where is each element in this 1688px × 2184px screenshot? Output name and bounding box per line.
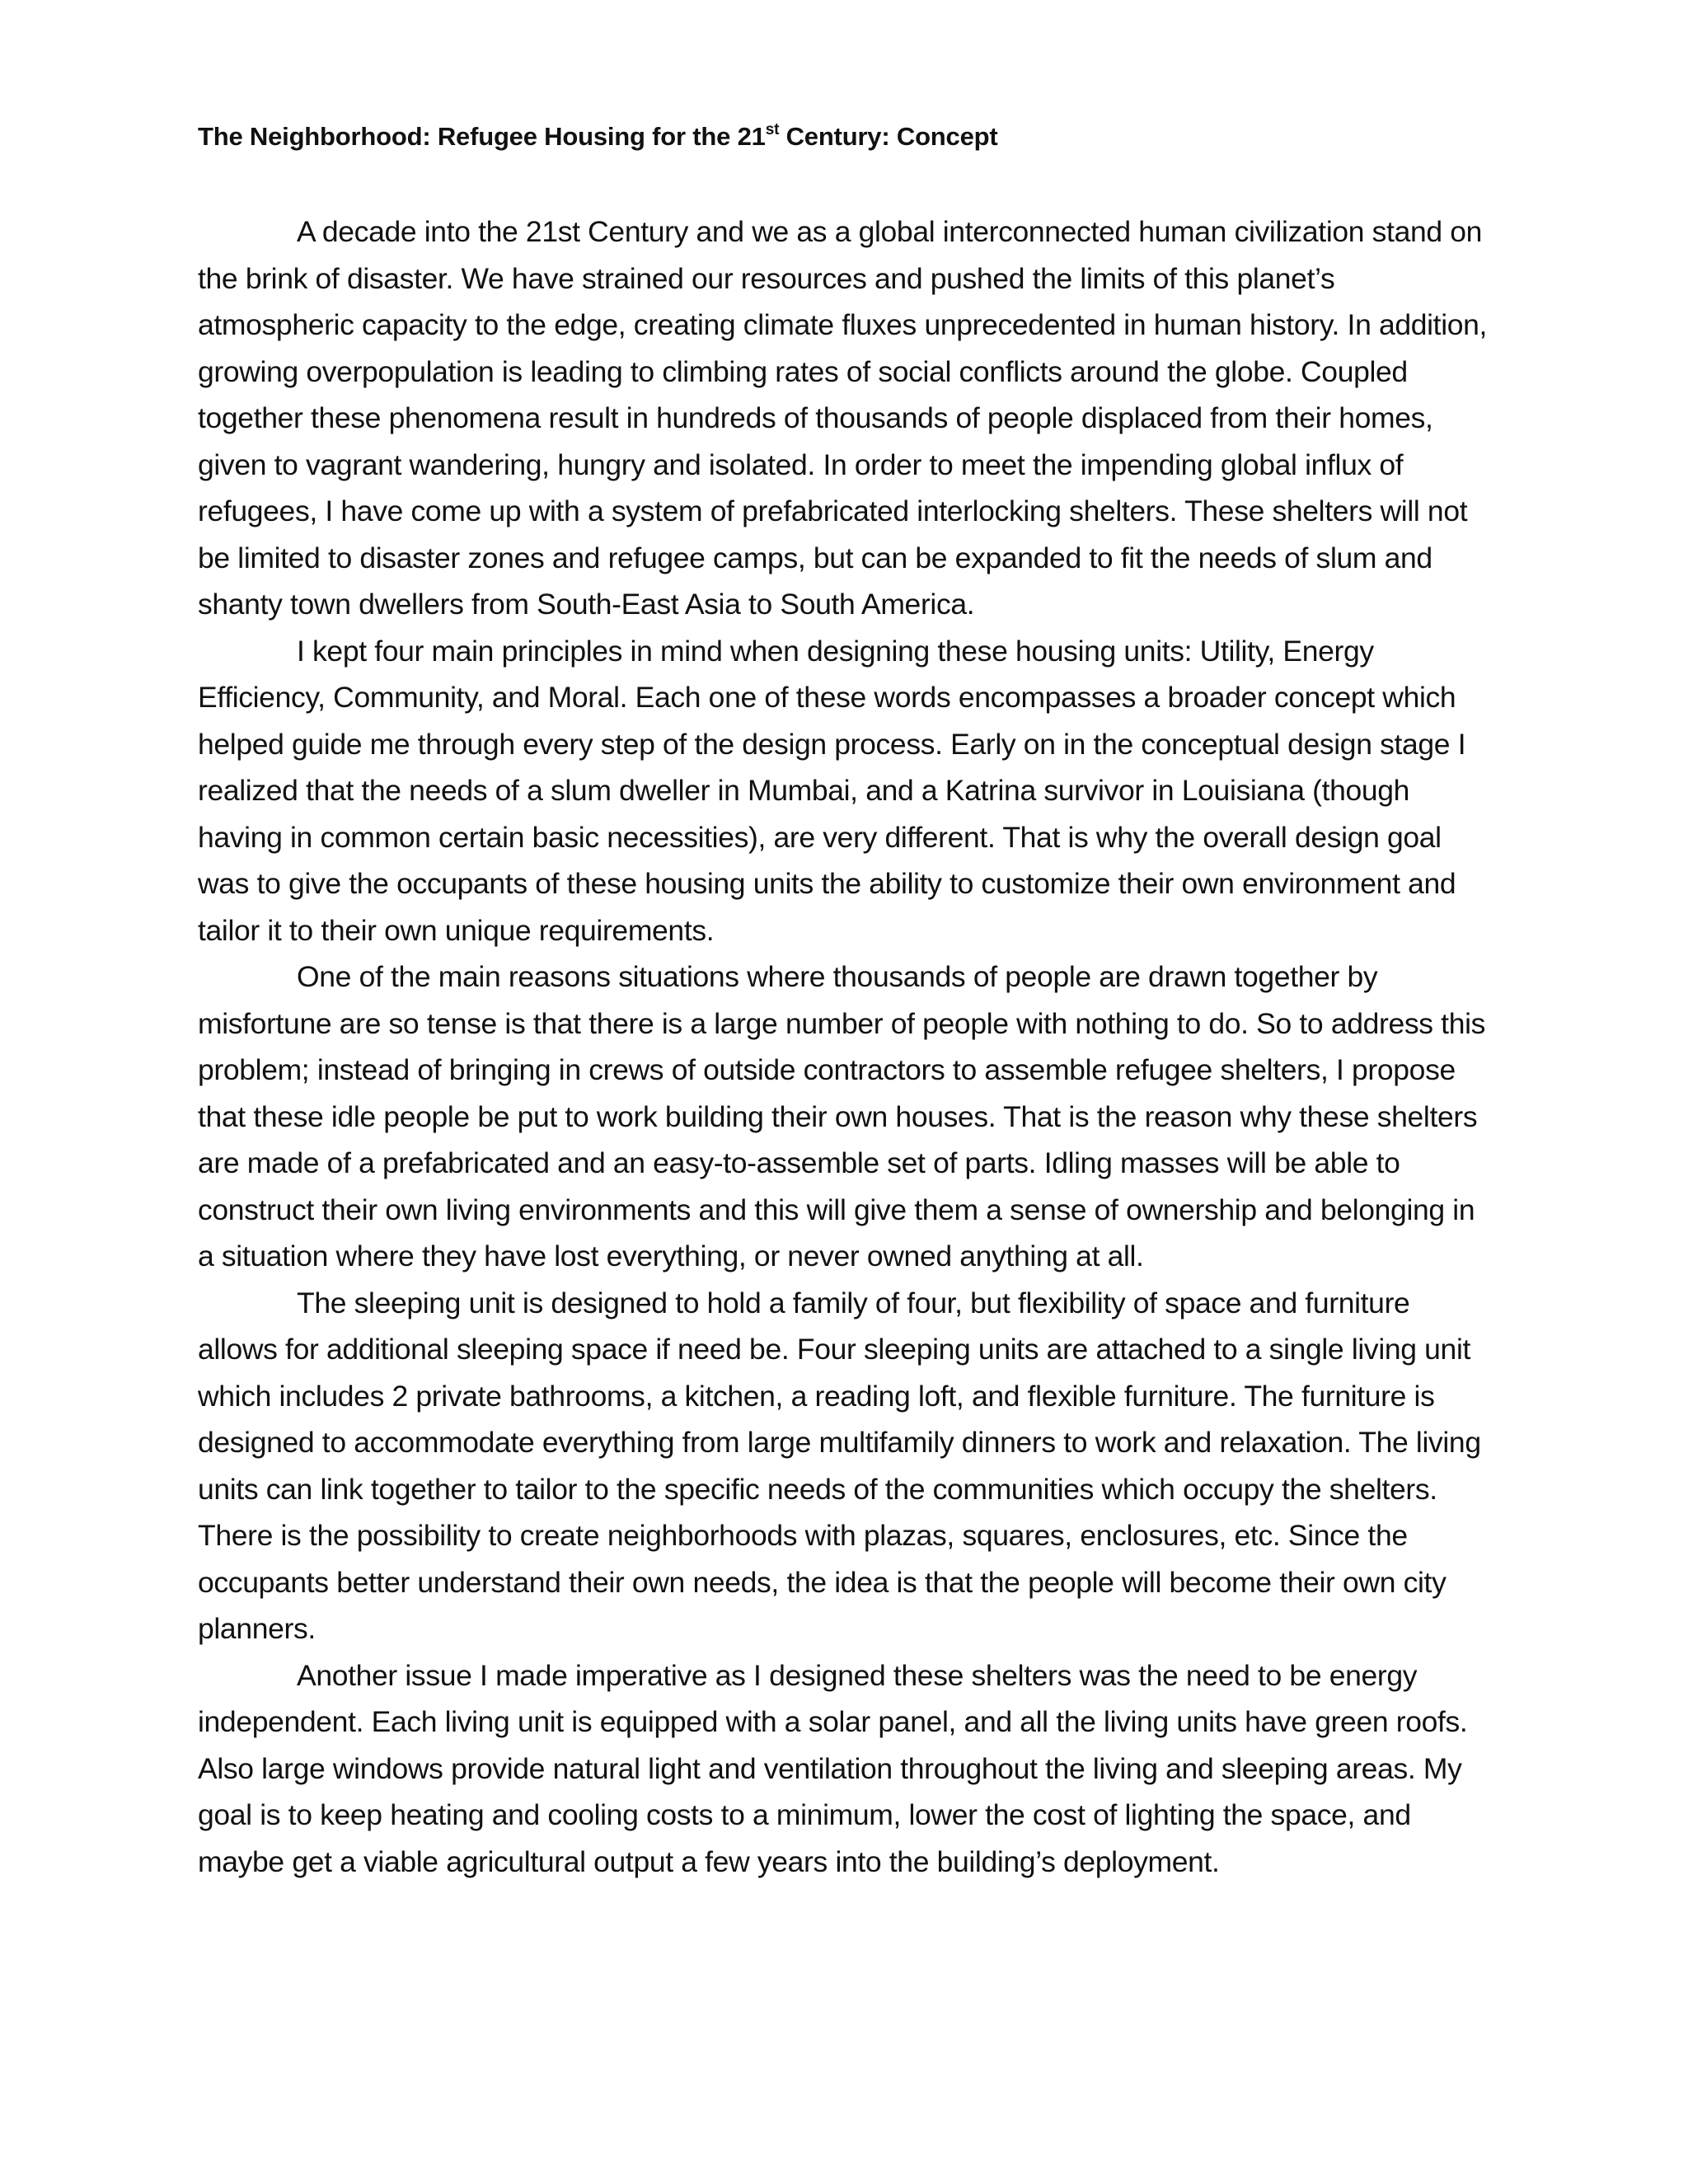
title-main: The Neighborhood: Refugee Housing for the 21: [198, 122, 766, 151]
paragraph-3: One of the main reasons situations where thousands of people are drawn together by misfortune are so tense is that there is a large number of people with nothing to do. So to address this problem; instead of bringing in crews of outside contractors to assemble refugee shelters, I propose that these idle people be put to work building their own houses. That is the reason why these shelters are made of a prefabricated and an easy-to-assemble set of parts. Idling masses will be able to construct their own living environments and this will give them a sense of ownership and belonging in a situation where they have lost everything, or never owned anything at all.: [198, 960, 1486, 1272]
title-superscript: st: [765, 120, 780, 138]
title-rest: Century: Concept: [779, 122, 998, 151]
paragraph-5: Another issue I made imperative as I designed these shelters was the need to be energy independent. Each living unit is equipped with a solar panel, and all the living units have green roofs. Also large windows provide natural light and ventilation throughout the living and sleeping areas. My goal is to keep heating and cooling costs to a minimum, lower the cost of lighting the space, and maybe get a viable agricultural output a few years into the building’s deployment.: [198, 1658, 1468, 1878]
paragraph-4: The sleeping unit is designed to hold a family of four, but flexibility of space and furniture allows for additional sleeping space if need be. Four sleeping units are attached to a single living unit which includes 2 private bathrooms, a kitchen, a reading loft, and flexible furniture. The furniture is designed to accommodate everything from large multifamily dinners to work and relaxation. The living units can link together to tailor to the specific needs of the communities which occupy the shelters. There is the possibility to create neighborhoods with plazas, squares, enclosures, etc. Since the occupants better understand their own needs, the idea is that the people will become their own city planners.: [198, 1286, 1481, 1645]
document-title: [198, 120, 997, 153]
paragraph-2: I kept four main principles in mind when designing these housing units: Utility, Energy Efficiency, Community, and Moral. Each one of these words encompasses a broader concept which helped guide me through every step of the design process. Early on in the conceptual design stage I realized that the needs of a slum dweller in Mumbai, and a Katrina survivor in Louisiana (though having in common certain basic necessities), are very different. That is why the overall design goal was to give the occupants of these housing units the ability to customize their own environment and tailor it to their own unique requirements.: [198, 634, 1466, 947]
document-body: [198, 209, 1492, 1885]
paragraph-1: A decade into the 21st Century and we as a global interconnected human civilization stand on the brink of disaster. We have strained our resources and pushed the limits of this planet’s atmospheric capacity to the edge, creating climate fluxes unprecedented in human history. In addition, growing overpopulation is leading to climbing rates of social conflicts around the globe. Coupled together these phenomena result in hundreds of thousands of people displaced from their homes, given to vagrant wandering, hungry and isolated. In order to meet the impending global influx of refugees, I have come up with a system of prefabricated interlocking shelters. These shelters will not be limited to disaster zones and refugee camps, but can be expanded to fit the needs of slum and shanty town dwellers from South-East Asia to South America.: [198, 215, 1488, 621]
